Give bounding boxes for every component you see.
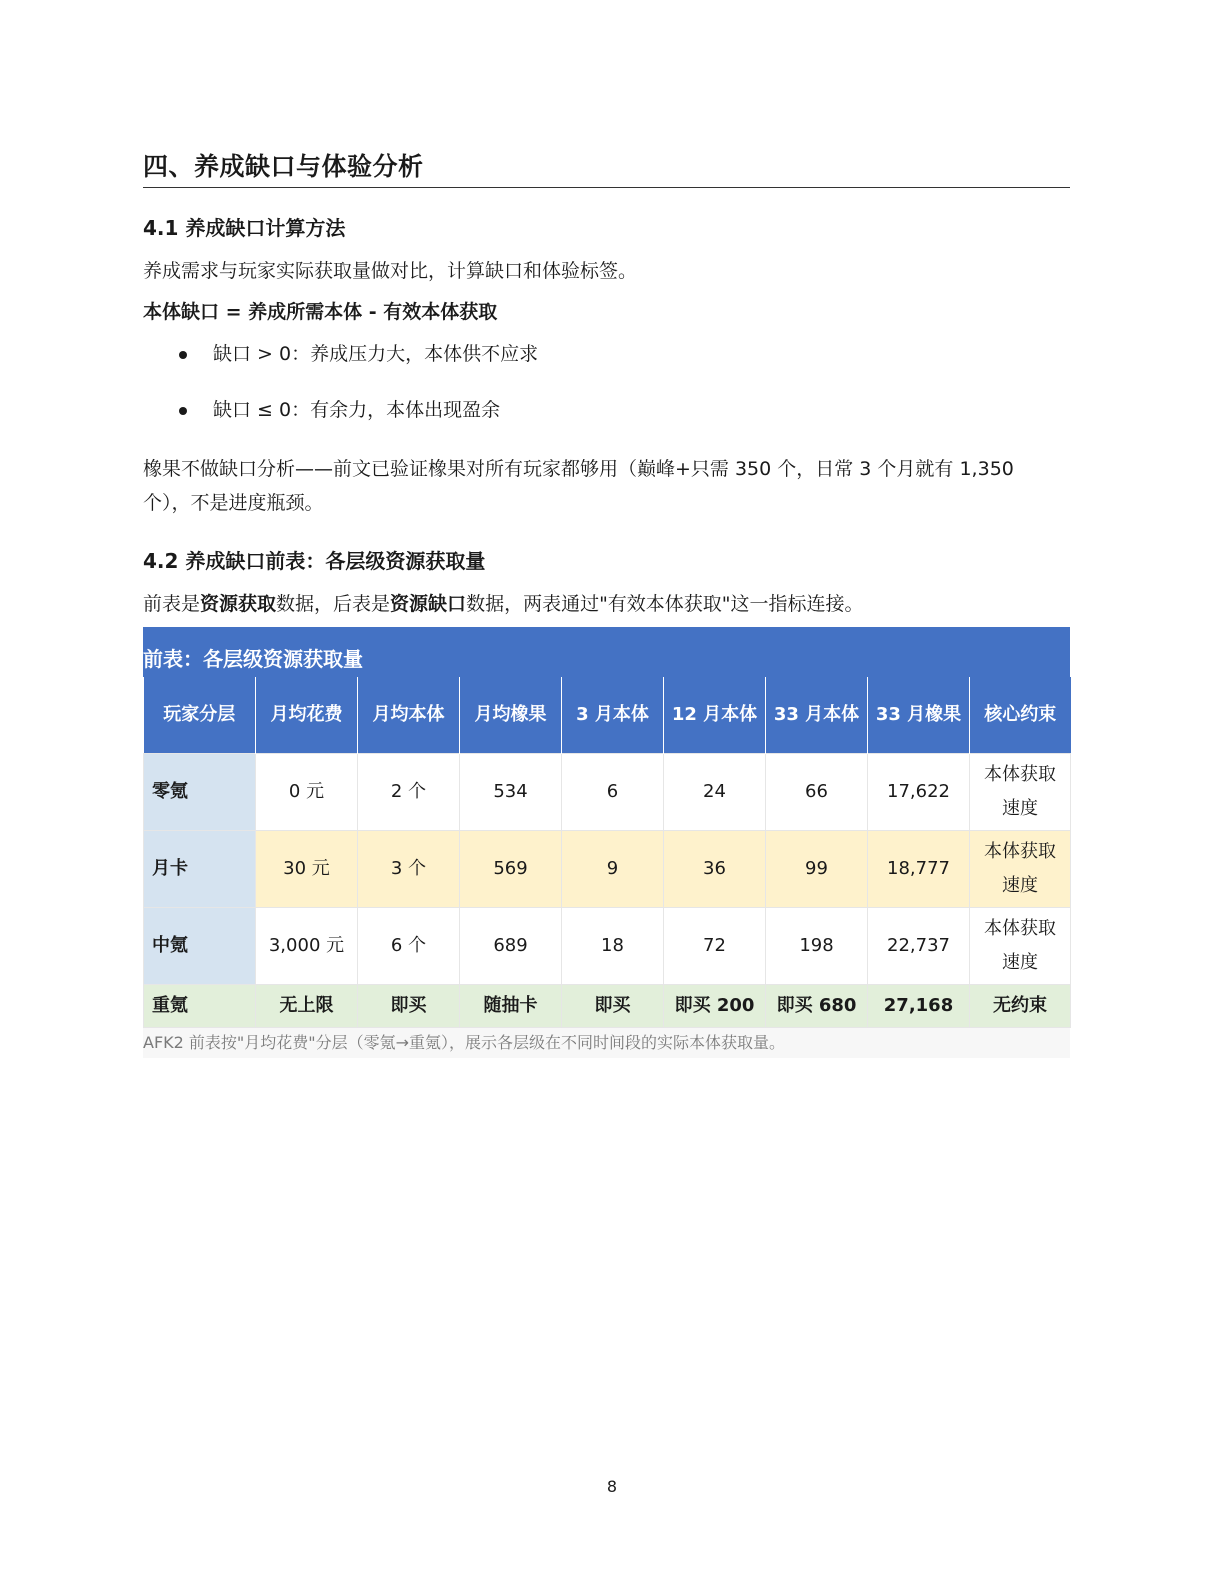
acorn-note-line: 个），不是进度瓶颈。 — [143, 492, 324, 514]
table-cell: 本体获取速度 — [970, 754, 1071, 831]
table-cell: 99 — [766, 831, 868, 908]
bullet-text: 缺口 ≤ 0：有余力，本体出现盈余 — [213, 399, 501, 421]
table-cell: 18 — [562, 908, 664, 985]
table-cell: 24 — [664, 754, 766, 831]
table-header-row — [144, 677, 1071, 754]
desc-bold-resource-gap: 资源缺口 — [390, 593, 467, 615]
table-cell: 534 — [460, 754, 562, 831]
column-header: 12 月本体 — [664, 677, 766, 754]
column-header: 33 月本体 — [766, 677, 868, 754]
column-header: 玩家分层 — [144, 677, 256, 754]
table-cell: 本体获取速度 — [970, 908, 1071, 985]
table-cell: 66 — [766, 754, 868, 831]
column-header: 月均本体 — [358, 677, 460, 754]
section-title: 四、养成缺口与体验分析 — [143, 150, 1070, 188]
bullet-item — [179, 396, 500, 424]
table-row — [144, 908, 1071, 985]
acorn-note-paragraph — [143, 452, 1070, 520]
table-row — [144, 831, 1071, 908]
table-cell: 6 个 — [358, 908, 460, 985]
subsection-4-1-heading: 4.1 养成缺口计算方法 — [143, 216, 346, 240]
table-row — [144, 754, 1071, 831]
bullet-item — [179, 340, 538, 368]
column-header: 月均橡果 — [460, 677, 562, 754]
tier-cell: 重氪 — [144, 985, 256, 1028]
table-cell: 无上限 — [256, 985, 358, 1028]
table-cell: 本体获取速度 — [970, 831, 1071, 908]
table-cell: 2 个 — [358, 754, 460, 831]
table-title-bar — [143, 627, 1070, 677]
table-cell: 即买 680 — [766, 985, 868, 1028]
table-cell: 27,168 — [868, 985, 970, 1028]
table-cell: 随抽卡 — [460, 985, 562, 1028]
table-cell: 无约束 — [970, 985, 1071, 1028]
desc-text: 前表是 — [143, 593, 201, 615]
table-cell: 3 个 — [358, 831, 460, 908]
table-cell: 即买 200 — [664, 985, 766, 1028]
column-header: 3 月本体 — [562, 677, 664, 754]
resource-data-table — [143, 677, 1071, 1028]
bullet-text: 缺口 > 0：养成压力大，本体供不应求 — [213, 343, 539, 365]
table-cell: 3,000 元 — [256, 908, 358, 985]
desc-bold-resource-gain: 资源获取 — [200, 593, 277, 615]
column-header: 月均花费 — [256, 677, 358, 754]
page-number: 8 — [606, 1477, 618, 1496]
column-header: 33 月橡果 — [868, 677, 970, 754]
table-cell: 6 — [562, 754, 664, 831]
tier-cell: 月卡 — [144, 831, 256, 908]
table-cell: 即买 — [358, 985, 460, 1028]
table-cell: 9 — [562, 831, 664, 908]
subsection-4-2-heading: 4.2 养成缺口前表：各层级资源获取量 — [143, 549, 486, 573]
table-title: 前表：各层级资源获取量 — [143, 647, 363, 671]
bullet-dot-icon — [179, 407, 187, 415]
resource-table — [143, 627, 1070, 1058]
table-cell: 0 元 — [256, 754, 358, 831]
gap-formula: 本体缺口 = 养成所需本体 - 有效本体获取 — [143, 301, 498, 323]
bullet-dot-icon — [179, 351, 187, 359]
tier-cell: 零氪 — [144, 754, 256, 831]
table-description — [143, 587, 1070, 621]
table-cell: 即买 — [562, 985, 664, 1028]
desc-text: 数据，两表通过"有效本体获取"这一指标连接。 — [466, 593, 864, 615]
table-cell: 36 — [664, 831, 766, 908]
acorn-note-line: 橡果不做缺口分析——前文已验证橡果对所有玩家都够用（巅峰+只需 350 个，日常 3 个月就有 1,350 — [143, 458, 1014, 480]
desc-text: 数据，后表是 — [276, 593, 391, 615]
table-cell: 198 — [766, 908, 868, 985]
table-row — [144, 985, 1071, 1028]
table-cell: 17,622 — [868, 754, 970, 831]
table-cell: 569 — [460, 831, 562, 908]
column-header: 核心约束 — [970, 677, 1071, 754]
table-cell: 689 — [460, 908, 562, 985]
intro-paragraph: 养成需求与玩家实际获取量做对比，计算缺口和体验标签。 — [143, 260, 638, 282]
table-cell: 18,777 — [868, 831, 970, 908]
table-cell: 72 — [664, 908, 766, 985]
table-cell: 30 元 — [256, 831, 358, 908]
tier-cell: 中氪 — [144, 908, 256, 985]
table-cell: 22,737 — [868, 908, 970, 985]
table-caption: AFK2 前表按"月均花费"分层（零氪→重氪），展示各层级在不同时间段的实际本体获取量。 — [143, 1028, 1070, 1058]
